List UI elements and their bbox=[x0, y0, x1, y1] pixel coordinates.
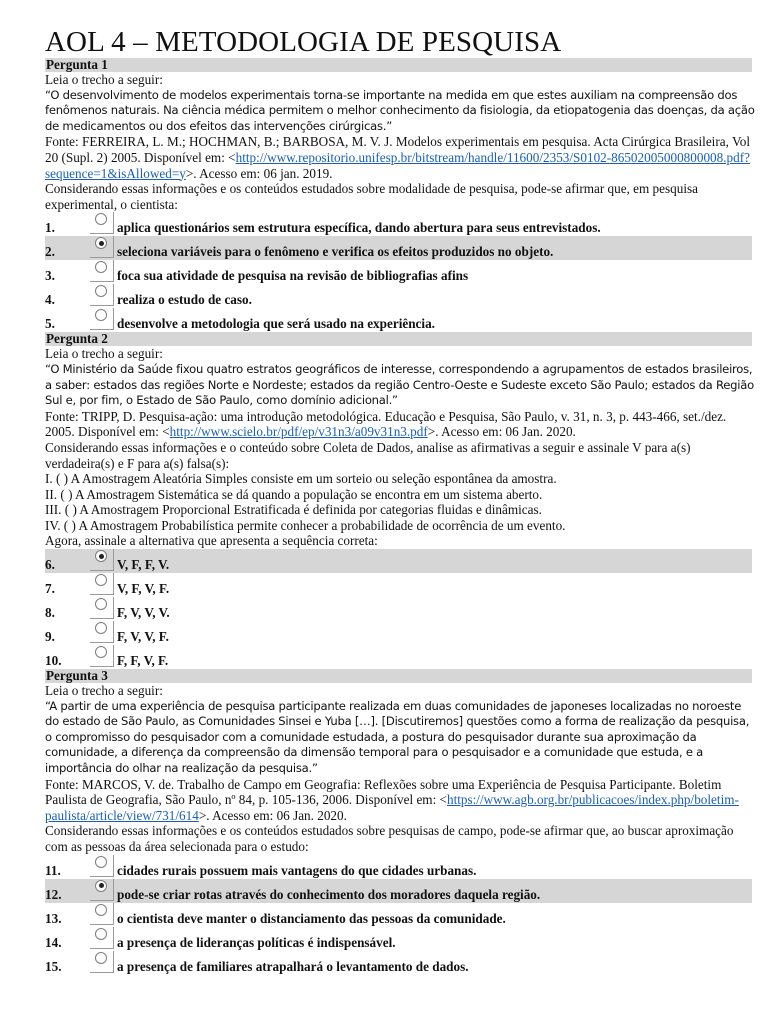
question-block bbox=[45, 58, 768, 332]
radio-cell bbox=[90, 879, 114, 901]
radio-cell bbox=[90, 621, 114, 643]
answer-option[interactable] bbox=[45, 855, 752, 879]
option-label: pode-se criar rotas através do conhecimento dos moradores daquela região. bbox=[117, 886, 541, 902]
question-header: Pergunta 2 bbox=[45, 332, 752, 346]
radio-cell bbox=[90, 951, 114, 973]
statement-line: II. ( ) A Amostragem Sistemática se dá quando a população se encontra em um sistema aberto. bbox=[45, 486, 543, 502]
page-title: AOL 4 – METODOLOGIA DE PESQUISA bbox=[45, 26, 562, 58]
answer-option[interactable] bbox=[45, 879, 752, 903]
radio-cell bbox=[90, 855, 114, 877]
option-label: o cientista deve manter o distanciamento das pessoas da comunidade. bbox=[117, 910, 506, 926]
radio-cell bbox=[90, 236, 114, 258]
radio-button[interactable] bbox=[95, 904, 107, 916]
answer-option[interactable] bbox=[45, 308, 752, 332]
question-quote: “A partir de uma experiência de pesquisa participante realizada em duas comunidades de japoneses localizadas no noroeste do estado de São Paulo, as Comunidades Sinsei e Yuba […]. [Discutiremos] questões como a forma de realização da pesquisa, o compromisso do pesquisador com a comunidade estudada, a postura do pesquisador durante sua aproximação da comunidade, a diferença da compreensão da dimensão temporal para o pesquisador e a comunidade que estuda, e a importância do olhar na realização da pesquisa.” bbox=[45, 698, 750, 776]
question-intro: Leia o trecho a seguir: bbox=[45, 683, 163, 699]
radio-button[interactable] bbox=[95, 237, 107, 249]
option-label: cidades rurais possuem mais vantagens do que cidades urbanas. bbox=[117, 862, 477, 878]
option-label: realiza o estudo de caso. bbox=[117, 292, 252, 308]
answer-option[interactable] bbox=[45, 573, 752, 597]
source-link[interactable]: http://www.scielo.br/pdf/ep/v31n3/a09v31n3.pdf bbox=[169, 424, 428, 440]
radio-button[interactable] bbox=[95, 598, 107, 610]
radio-cell bbox=[90, 260, 114, 282]
option-label: foca sua atividade de pesquisa na revisão de bibliografias afins bbox=[117, 268, 469, 284]
option-number: 4. bbox=[45, 292, 55, 308]
source-suffix: >. Acesso em: 06 Jan. 2020. bbox=[427, 424, 576, 440]
answer-option[interactable] bbox=[45, 927, 752, 951]
option-label: a presença de lideranças políticas é indispensável. bbox=[117, 934, 396, 950]
answer-option[interactable] bbox=[45, 903, 752, 927]
answer-option[interactable] bbox=[45, 549, 752, 573]
radio-button[interactable] bbox=[95, 574, 107, 586]
radio-button[interactable] bbox=[95, 550, 107, 562]
radio-cell bbox=[90, 597, 114, 619]
answer-option[interactable] bbox=[45, 236, 752, 260]
option-label: V, F, V, F. bbox=[117, 581, 170, 597]
radio-button[interactable] bbox=[95, 646, 107, 658]
statement-line: Considerando essas informações e o conteúdo sobre Coleta de Dados, analise as afirmativas a seguir e assinale V para a(s) verdadeira(s) e F para a(s) falsa(s): bbox=[45, 439, 691, 471]
source-prefix: Fonte: MARCOS, V. de. Trabalho de Campo em Geografia: Reflexões sobre uma Experiência de Pesquisa Participante. Boletim Paulista de Geografia, São Paulo, nº 84, p. 105-136, 2006. Disponível em: < bbox=[45, 776, 722, 808]
answer-option[interactable] bbox=[45, 284, 752, 308]
question-prompt: Agora, assinale a alternativa que apresenta a sequência correta: bbox=[45, 533, 378, 549]
option-label: a presença de familiares atrapalhará o levantamento de dados. bbox=[117, 958, 469, 974]
question-block bbox=[45, 669, 768, 975]
option-number: 5. bbox=[45, 316, 55, 332]
option-number: 7. bbox=[45, 581, 55, 597]
option-number: 8. bbox=[45, 605, 55, 621]
source-prefix: Fonte: TRIPP, D. Pesquisa-ação: uma introdução metodológica. Educação e Pesquisa, São Paulo, v. 31, n. 3, p. 443-466, set./dez. 2005. Disponível em: < bbox=[45, 408, 727, 440]
radio-button[interactable] bbox=[95, 285, 107, 297]
option-number: 10. bbox=[45, 653, 62, 669]
source-suffix: >. Acesso em: 06 jan. 2019. bbox=[185, 165, 333, 181]
answer-options bbox=[45, 549, 752, 669]
option-number: 14. bbox=[45, 934, 62, 950]
statement-line: III. ( ) A Amostragem Proporcional Estratificada é definida por categorias fluidas e dinâmicas. bbox=[45, 502, 542, 518]
option-number: 15. bbox=[45, 958, 62, 974]
radio-cell bbox=[90, 927, 114, 949]
option-number: 2. bbox=[45, 244, 55, 260]
question-header: Pergunta 3 bbox=[45, 669, 752, 683]
question-statements bbox=[45, 440, 757, 534]
option-number: 6. bbox=[45, 557, 55, 573]
radio-cell bbox=[90, 549, 114, 571]
option-label: F, V, V, V. bbox=[117, 605, 170, 621]
radio-cell bbox=[90, 573, 114, 595]
question-text bbox=[45, 346, 757, 549]
statement-line: I. ( ) A Amostragem Aleatória Simples consiste em um sorteio ou seleção espontânea da amostra. bbox=[45, 471, 557, 487]
source-prefix: Fonte: FERREIRA, L. M.; HOCHMAN, B.; BARBOSA, M. V. J. Modelos experimentais em pesquisa. Acta Cirúrgica Brasileira, Vol 20 (Supl. 2) 2005. Disponível em: < bbox=[45, 134, 751, 165]
radio-button[interactable] bbox=[95, 856, 107, 868]
radio-button[interactable] bbox=[95, 213, 107, 225]
question-intro: Leia o trecho a seguir: bbox=[45, 346, 163, 362]
option-number: 11. bbox=[45, 862, 61, 878]
option-label: V, F, F, V. bbox=[117, 557, 170, 573]
radio-cell bbox=[90, 308, 114, 330]
statement-line: IV. ( ) A Amostragem Probabilística permite conhecer a probabilidade de ocorrência de um evento. bbox=[45, 517, 566, 533]
option-number: 12. bbox=[45, 886, 62, 902]
question-source bbox=[45, 777, 757, 824]
question-header: Pergunta 1 bbox=[45, 58, 752, 72]
option-number: 1. bbox=[45, 220, 55, 236]
question-text bbox=[45, 683, 757, 855]
radio-cell bbox=[90, 645, 114, 667]
radio-button[interactable] bbox=[95, 880, 107, 892]
answer-option[interactable] bbox=[45, 645, 752, 669]
radio-button[interactable] bbox=[95, 622, 107, 634]
radio-cell bbox=[90, 212, 114, 234]
question-text bbox=[45, 72, 757, 212]
option-number: 9. bbox=[45, 629, 55, 645]
question-intro: Leia o trecho a seguir: bbox=[45, 72, 163, 87]
questions-container bbox=[45, 58, 768, 975]
question-quote: “O Ministério da Saúde fixou quatro estratos geográficos de interesse, correspondendo a agrupamentos de estados brasileiros, a saber: estados das regiões Norte e Nordeste; estados da região Centro-Oeste e Sudeste exceto São Paulo; estados da Região Sul e, por fim, o Estado de São Paulo, como domínio adicional.” bbox=[45, 361, 754, 408]
question-source bbox=[45, 409, 757, 440]
answer-option[interactable] bbox=[45, 597, 752, 621]
option-number: 13. bbox=[45, 910, 62, 926]
option-number: 3. bbox=[45, 268, 55, 284]
radio-button[interactable] bbox=[95, 309, 107, 321]
radio-button[interactable] bbox=[95, 928, 107, 940]
option-label: F, V, V, F. bbox=[117, 629, 169, 645]
answer-option[interactable] bbox=[45, 260, 752, 284]
answer-options bbox=[45, 212, 752, 332]
question-prompt: Considerando essas informações e os conteúdos estudados sobre modalidade de pesquisa, pode-se afirmar que, em pesquisa experimental, o cientista: bbox=[45, 181, 698, 212]
source-suffix: >. Acesso em: 06 Jan. 2020. bbox=[198, 807, 347, 823]
radio-cell bbox=[90, 284, 114, 306]
radio-cell bbox=[90, 903, 114, 925]
option-label: aplica questionários sem estrutura específica, dando abertura para seus entrevistados. bbox=[117, 220, 601, 236]
question-block bbox=[45, 332, 768, 669]
option-label: desenvolve a metodologia que será usado na experiência. bbox=[117, 316, 435, 332]
question-source bbox=[45, 134, 757, 181]
answer-option[interactable] bbox=[45, 951, 752, 975]
question-quote: “O desenvolvimento de modelos experimentais torna-se importante na medida em que estes auxiliam na compreensão dos fenômenos naturais. Na ciência médica permitem o melhor conhecimento da fisiologia, da etiopatogenia das doenças, da ação de medicamentos ou dos efeitos das intervenções cirúrgicas.” bbox=[45, 87, 755, 133]
source-link[interactable]: https://www.agb.org.br/publicacoes/index.php/boletim-paulista/article/view/731/614 bbox=[45, 792, 739, 823]
radio-button[interactable] bbox=[95, 952, 107, 964]
question-prompt: Considerando essas informações e os conteúdos estudados sobre pesquisas de campo, pode-se afirmar que, ao buscar aproximação com as pessoas da área selecionada para o estudo: bbox=[45, 823, 734, 854]
option-label: F, F, V, F. bbox=[117, 653, 169, 669]
answer-option[interactable] bbox=[45, 621, 752, 645]
radio-button[interactable] bbox=[95, 261, 107, 273]
source-link[interactable]: http://www.repositorio.unifesp.br/bitstream/handle/11600/2353/S0102-86502005000800008.pdf?sequence=1&isAllowed=y bbox=[45, 149, 750, 181]
answer-options bbox=[45, 855, 752, 975]
answer-option[interactable] bbox=[45, 212, 752, 236]
option-label: seleciona variáveis para o fenômeno e verifica os efeitos produzidos no objeto. bbox=[117, 244, 554, 260]
